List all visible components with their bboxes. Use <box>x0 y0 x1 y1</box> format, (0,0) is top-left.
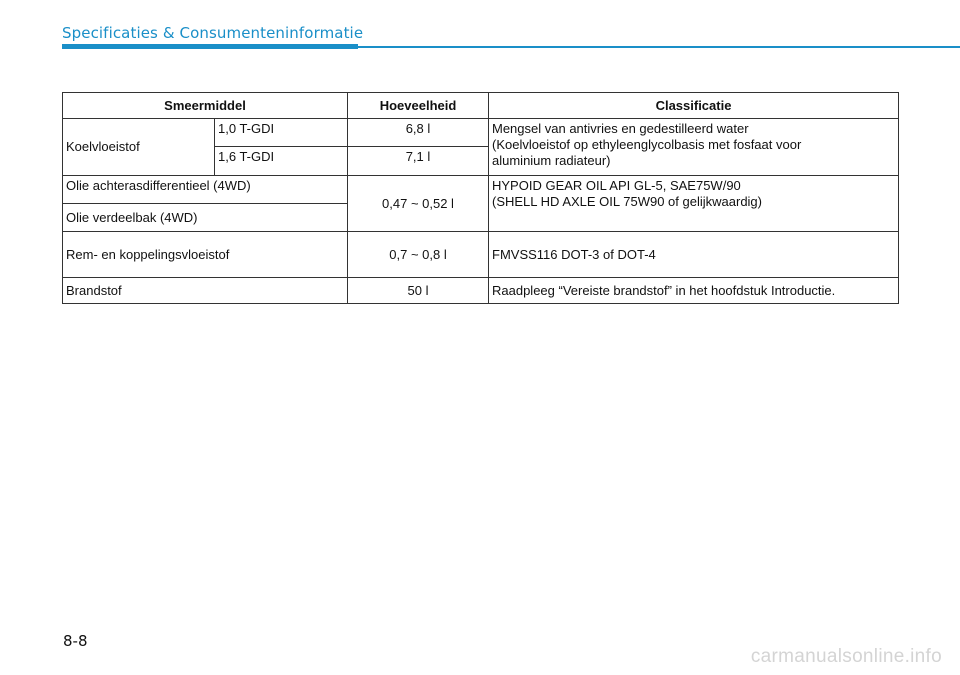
column-header-lubricant: Smeermiddel <box>63 93 348 119</box>
lubricant-name: Olie achterasdifferentieel (4WD) <box>63 176 348 204</box>
classification-text: FMVSS116 DOT-3 of DOT-4 <box>489 232 899 278</box>
table-row <box>63 278 899 304</box>
quantity-value: 6,8 l <box>348 119 489 147</box>
watermark-text: carmanualsonline.info <box>750 646 942 667</box>
header-accent-bar <box>62 44 358 49</box>
table-row <box>63 232 899 278</box>
lubricant-table <box>62 92 899 304</box>
classification-text: HYPOID GEAR OIL API GL-5, SAE75W/90 (SHELL HD AXLE OIL 75W90 of gelijkwaardig) <box>489 176 899 232</box>
header-rule <box>358 46 960 48</box>
lubricant-name: Olie verdeelbak (4WD) <box>63 204 348 232</box>
column-header-classification: Classificatie <box>489 93 899 119</box>
column-header-quantity: Hoeveelheid <box>348 93 489 119</box>
lubricant-name: Rem- en koppelingsvloeistof <box>63 232 348 278</box>
classification-text: Mengsel van antivries en gedestilleerd water (Koelvloeistof op ethyleenglycolbasis met fosfaat voor aluminium radiateur) <box>489 119 899 176</box>
quantity-value: 0,7 ~ 0,8 l <box>348 232 489 278</box>
quantity-value: 0,47 ~ 0,52 l <box>348 176 489 232</box>
quantity-value: 50 l <box>348 278 489 304</box>
engine-variant: 1,0 T-GDI <box>215 119 348 147</box>
classification-text: Raadpleeg “Vereiste brandstof” in het hoofdstuk Introductie. <box>489 278 899 304</box>
section-title: Specificaties & Consumenteninformatie <box>62 24 364 42</box>
page-number: 8-8 <box>63 632 88 650</box>
lubricant-name: Koelvloeistof <box>63 119 215 176</box>
lubricant-name: Brandstof <box>63 278 348 304</box>
table-row <box>63 119 899 147</box>
table-row <box>63 176 899 204</box>
table-header-row <box>63 93 899 119</box>
engine-variant: 1,6 T-GDI <box>215 147 348 176</box>
quantity-value: 7,1 l <box>348 147 489 176</box>
